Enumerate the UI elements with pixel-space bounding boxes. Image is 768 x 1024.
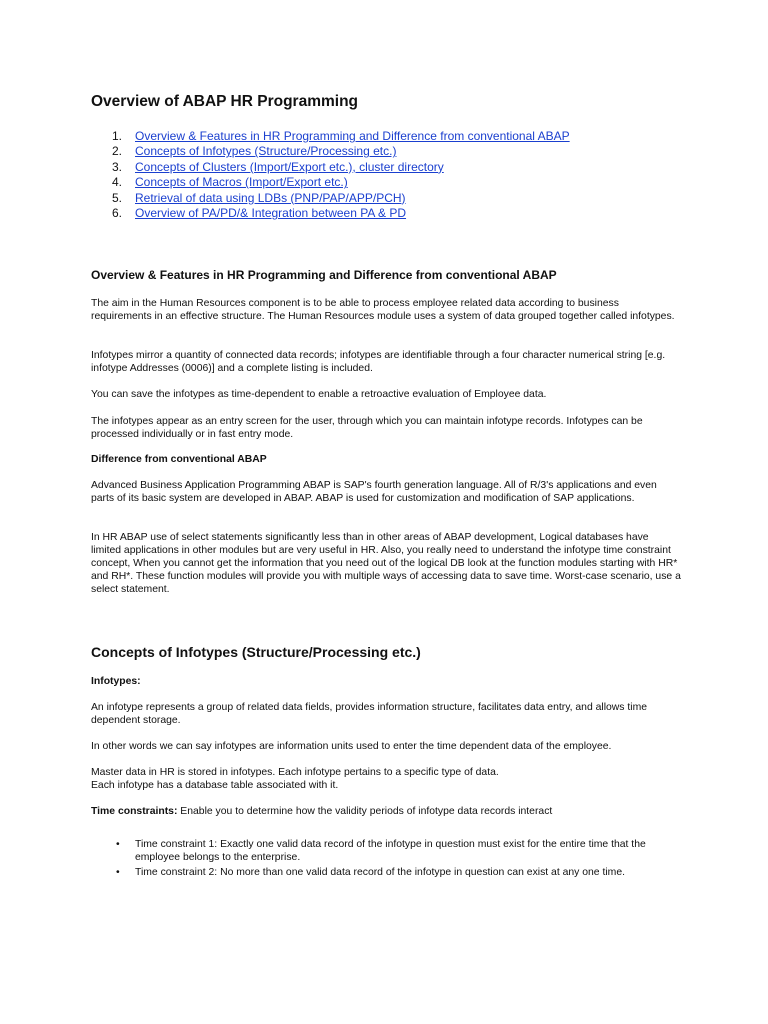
toc-number: 1.: [112, 129, 123, 143]
list-item-text: Time constraint 1: Exactly one valid data record of the infotype in question must exist for the entire time that the employee belongs to the enterprise.: [135, 839, 646, 863]
toc-number: 2.: [112, 144, 123, 159]
paragraph: Master data in HR is stored in infotypes. Each infotype pertains to a specific type of data.: [91, 767, 499, 778]
time-constraints-label: Time constraints:: [91, 806, 178, 817]
document-title: Overview of ABAP HR Programming: [91, 93, 359, 110]
paragraph: You can save the infotypes as time-dependent to enable a retroactive evaluation of Employee data.: [91, 389, 547, 400]
toc-link-pa-pd[interactable]: Overview of PA/PD/& Integration between PA & PD: [135, 205, 407, 220]
toc-item: [91, 129, 570, 144]
paragraph: An infotype represents a group of related data fields, provides information structure, facilitates data entry, and allows time dependent storage.: [91, 702, 647, 726]
toc-number: 5.: [112, 190, 123, 205]
toc-item: [91, 160, 570, 175]
paragraph: In other words we can say infotypes are information units used to enter the time dependent data of the employee.: [91, 741, 612, 752]
toc-link-clusters[interactable]: Concepts of Clusters (Import/Export etc.), cluster directory: [135, 159, 444, 174]
toc-link-ldbs[interactable]: Retrieval of data using LDBs (PNP/PAP/APP/PCH): [135, 190, 406, 205]
time-constraints-paragraph: [91, 805, 681, 818]
toc-number: 4.: [112, 175, 123, 190]
paragraph: Advanced Business Application Programming ABAP is SAP's fourth generation language. All of R/3's applications and even parts of its basic system are developed in ABAP. ABAP is used for customization and modification of SAP applications.: [91, 480, 657, 504]
list-item: [91, 866, 681, 879]
paragraph: The aim in the Human Resources component is to be able to process employee related data according to business requirements in an effective structure. The Human Resources module uses a system of data grouped together called infotypes.: [91, 298, 675, 322]
toc-number: 6.: [112, 205, 123, 220]
toc-link-overview[interactable]: Overview & Features in HR Programming and Difference from conventional ABAP: [135, 129, 570, 143]
paragraph: In HR ABAP use of select statements significantly less than in other areas of ABAP development, Logical databases have limited applications in other modules but are very useful in HR. Also, you really need to understand the infotype time constraint concept, When you cannot get the information that you need out of the logical DB look at the function modules starting with HR* and RH*. These function modules will provide you with multiple ways of accessing data to save time. Worst-case scenario, use a select statement.: [91, 532, 681, 595]
subheading-infotypes: Infotypes:: [91, 676, 141, 687]
toc-item: [91, 191, 570, 206]
list-item-text: Time constraint 2: No more than one valid data record of the infotype in question can exist at any one time.: [135, 867, 625, 878]
paragraph: Each infotype has a database table associated with it.: [91, 780, 339, 791]
paragraph: The infotypes appear as an entry screen for the user, through which you can maintain infotype records. Infotypes can be processed individually or in fast entry mode.: [91, 416, 643, 440]
list-item: [91, 838, 681, 864]
section-heading-overview: Overview & Features in HR Programming and Difference from conventional ABAP: [91, 268, 557, 282]
toc-number: 3.: [112, 159, 123, 174]
time-constraint-list: [91, 838, 681, 881]
toc-item: [91, 206, 570, 221]
bullet-icon: •: [116, 839, 120, 850]
toc-link-infotypes[interactable]: Concepts of Infotypes (Structure/Processing etc.): [135, 144, 397, 159]
bullet-icon: •: [116, 867, 120, 878]
time-constraints-text: Enable you to determine how the validity periods of infotype data records interact: [177, 806, 553, 817]
table-of-contents: [91, 129, 570, 221]
subheading-difference: Difference from conventional ABAP: [91, 454, 267, 465]
toc-link-macros[interactable]: Concepts of Macros (Import/Export etc.): [135, 175, 348, 190]
section-heading-infotypes: Concepts of Infotypes (Structure/Processing etc.): [91, 644, 421, 660]
paragraph: Infotypes mirror a quantity of connected data records; infotypes are identifiable through a four character numerical string [e.g. infotype Addresses (0006)] and a complete listing is included.: [91, 350, 666, 374]
toc-item: [91, 175, 570, 190]
toc-item: [91, 144, 570, 159]
